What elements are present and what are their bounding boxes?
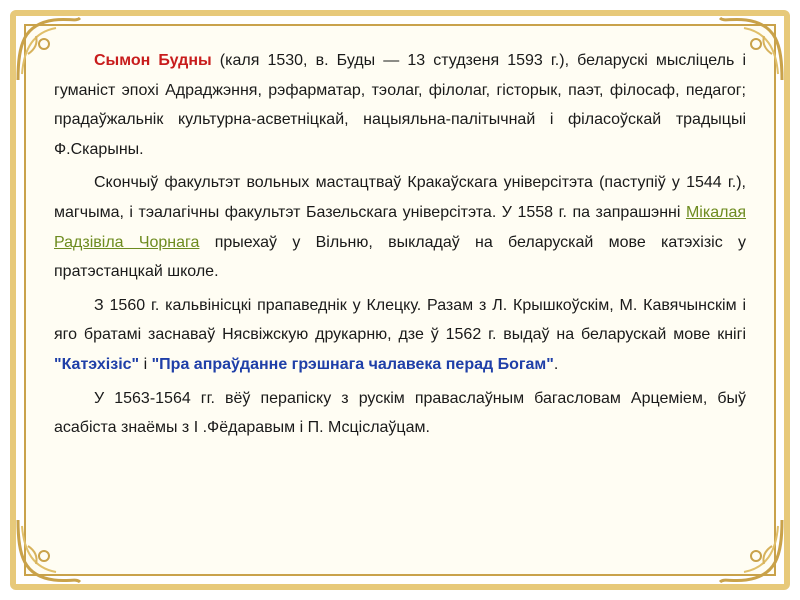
- printing-text-b: і: [139, 355, 152, 373]
- paragraph-education: [54, 168, 746, 286]
- printing-text-c: .: [553, 355, 559, 373]
- radziwill-link[interactable]: Мікалая Радзівіла Чорнага: [54, 203, 746, 251]
- book-justification: "Пра апраўданне грэшнага чалавека перад Богам": [151, 355, 554, 373]
- person-name: Сымон Будны: [94, 52, 212, 69]
- education-text-a: Скончыў факультэт вольных мастацтваў Кракаўскага універсітэта (паступіў у 1544 г.), магчыма, і тэалагічны факультэт Базельскага універсітэта. У 1558 г. па запрашэнні: [54, 174, 746, 221]
- corner-ornament-icon: [716, 516, 786, 586]
- book-catechism: "Катэхізіс": [54, 355, 140, 373]
- biography-text: [54, 46, 746, 447]
- paragraph-correspondence: [54, 384, 746, 443]
- paragraph-intro: [54, 46, 746, 164]
- paragraph-printing: [54, 291, 746, 380]
- education-text-b: прыехаў у Вільню, выкладаў на беларускай мове катэхізіс у пратэстанцкай школе.: [54, 233, 746, 281]
- intro-text: (каля 1530, в. Буды — 13 студзеня 1593 г.), беларускі мысліцель і гуманіст эпохі Адраджэння, рэфарматар, тэолаг, філолаг, гісторык, паэт, філосаф, педагог; прадаўжальнік культурна-асветніцкай, нацыяльна-палітычнай і філасоўскай традыцыі Ф.Скарыны.: [54, 52, 747, 158]
- printing-text-a: З 1560 г. кальвінісцкі прапаведнік у Клецку. Разам з Л. Крышкоўскім, М. Кавячынскім і яго братамі заснаваў Нясвіжскую друкарню, дзе ў 1562 г. выдаў на беларускай мове кнігі: [54, 296, 746, 344]
- corner-ornament-icon: [14, 516, 84, 586]
- correspondence-text: У 1563-1564 гг. вёў перапіску з рускім праваслаўным багасловам Арцеміем, быў асабіста знаёмы з І .Фёдаравым і П. Мсціслаўцам.: [54, 389, 746, 437]
